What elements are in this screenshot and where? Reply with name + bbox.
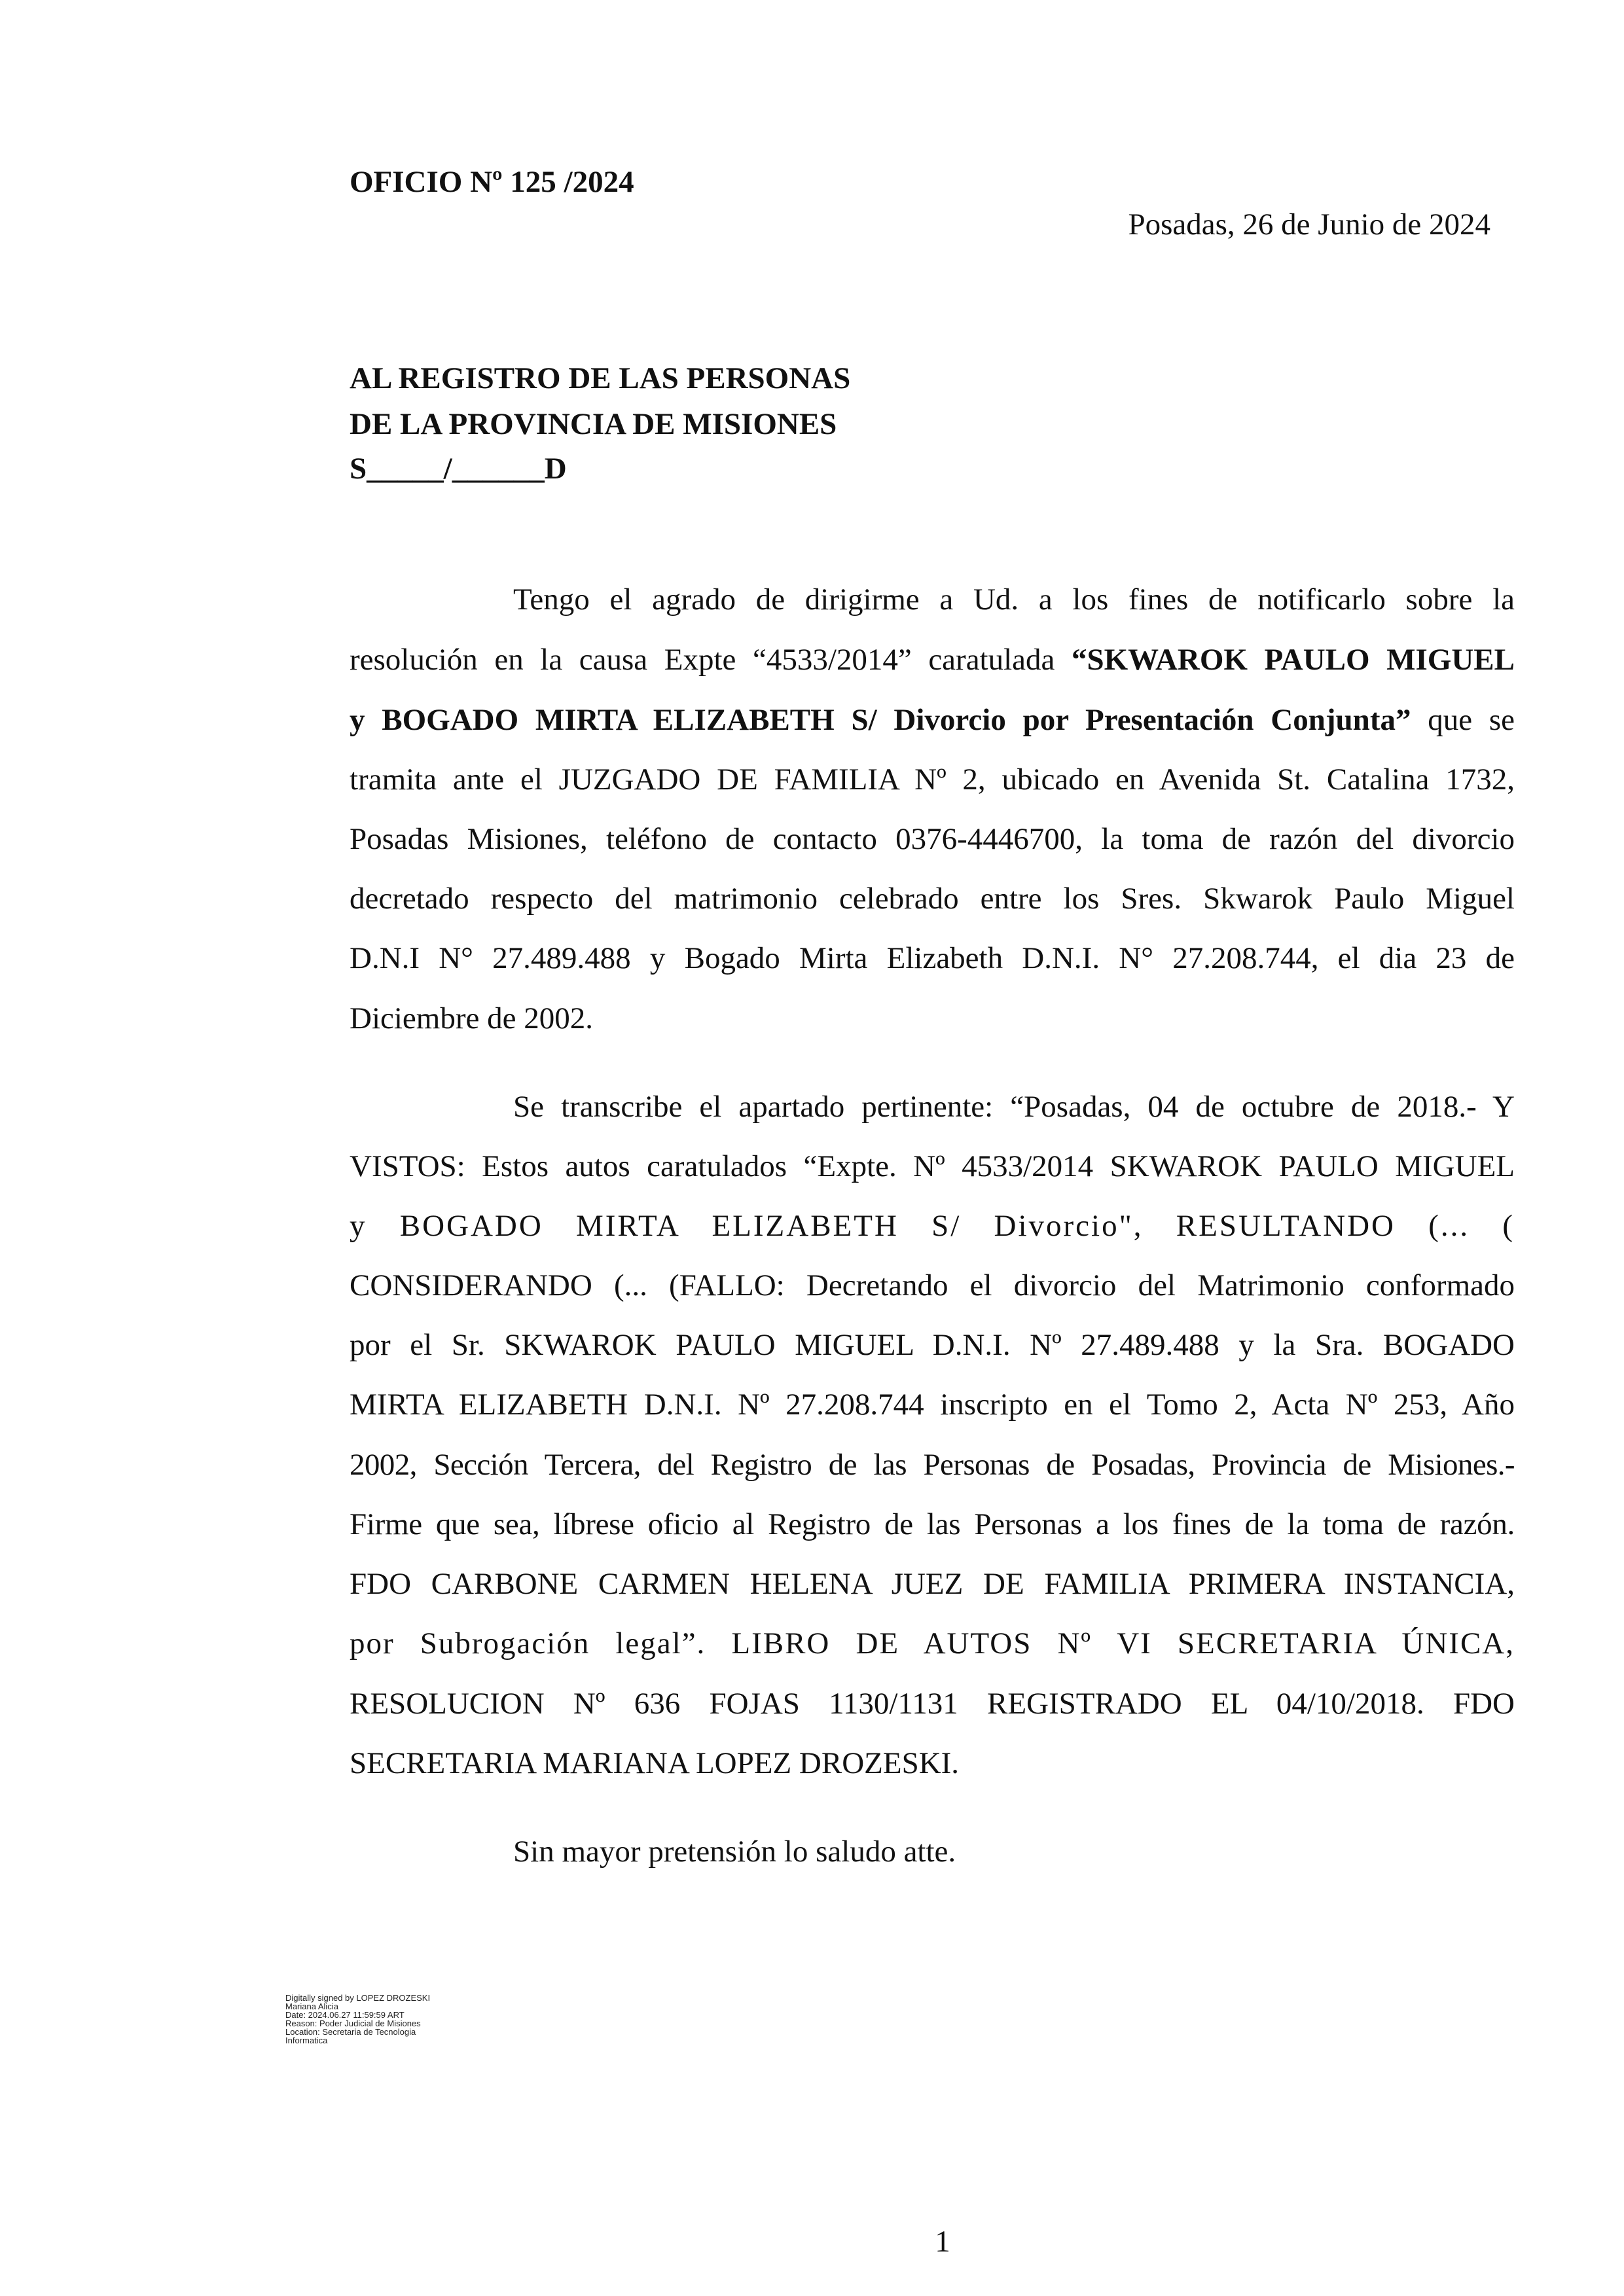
page-number: 1 — [935, 2225, 950, 2259]
document-date: Posadas, 26 de Junio de 2024 — [1128, 207, 1490, 242]
signature-line: Location: Secretaria de Tecnologia — [285, 2027, 416, 2037]
paragraph-2-line: FDO CARBONE CARMEN HELENA JUEZ DE FAMILIA PRIMERA INSTANCIA, — [350, 1567, 1515, 1601]
paragraph-2-line: y BOGADO MIRTA ELIZABETH S/ Divorcio", RESULTANDO (... ( — [350, 1209, 1515, 1243]
paragraph-2-line: Firme que sea, líbrese oficio al Registro de las Personas a los fines de la toma de razón. — [350, 1507, 1515, 1541]
paragraph-2-line: por el Sr. SKWAROK PAULO MIGUEL D.N.I. Nº 27.489.488 y la Sra. BOGADO — [350, 1328, 1515, 1362]
closing-line: Sin mayor pretensión lo saludo atte. — [513, 1835, 956, 1869]
oficio-number: OFICIO Nº 125 /2024 — [350, 165, 634, 199]
paragraph-2-line: MIRTA ELIZABETH D.N.I. Nº 27.208.744 inscripto en el Tomo 2, Acta Nº 253, Año — [350, 1388, 1515, 1422]
paragraph-2-line: SECRETARIA MARIANA LOPEZ DROZESKI. — [350, 1746, 960, 1780]
paragraph-2-line: VISTOS: Estos autos caratulados “Expte. Nº 4533/2014 SKWAROK PAULO MIGUEL — [350, 1149, 1515, 1183]
text-span: resolución en la causa Expte “4533/2014” caratulada — [350, 643, 1072, 677]
digital-signature-stamp — [285, 1994, 495, 2045]
paragraph-2-line: RESOLUCION Nº 636 FOJAS 1130/1131 REGISTRADO EL 04/10/2018. FDO — [350, 1687, 1515, 1721]
paragraph-2-line: CONSIDERANDO (... (FALLO: Decretando el divorcio del Matrimonio conformado — [350, 1268, 1515, 1302]
paragraph-1-line — [350, 645, 1515, 675]
paragraph-1-line: decretado respecto del matrimonio celebrado entre los Sres. Skwarok Paulo Miguel — [350, 882, 1515, 916]
case-title-bold: y BOGADO MIRTA ELIZABETH S/ Divorcio por Presentación Conjunta” — [350, 703, 1411, 737]
signature-line: Reason: Poder Judicial de Misiones — [285, 2018, 421, 2028]
case-title-bold: “SKWAROK PAULO MIGUEL — [1071, 643, 1515, 677]
paragraph-2-line: 2002, Sección Tercera, del Registro de las Personas de Posadas, Provincia de Misiones.- — [350, 1448, 1515, 1482]
paragraph-1-line: Diciembre de 2002. — [350, 1001, 593, 1035]
paragraph-2-line: Se transcribe el apartado pertinente: “Posadas, 04 de octubre de 2018.- Y — [513, 1090, 1515, 1124]
paragraph-1-line: Tengo el agrado de dirigirme a Ud. a los fines de notificarlo sobre la — [513, 583, 1515, 617]
signature-line: Digitally signed by LOPEZ DROZESKI — [285, 1993, 431, 2003]
recipient-line-2: DE LA PROVINCIA DE MISIONES — [350, 407, 837, 441]
signature-line: Informatica — [285, 2036, 328, 2045]
recipient-sd: S_____/______D — [350, 452, 567, 486]
signature-line: Date: 2024.06.27 11:59:59 ART — [285, 2010, 405, 2020]
text-span: que se — [1411, 703, 1515, 737]
recipient-line-1: AL REGISTRO DE LAS PERSONAS — [350, 361, 851, 395]
paragraph-1-line: D.N.I N° 27.489.488 y Bogado Mirta Elizabeth D.N.I. N° 27.208.744, el dia 23 de — [350, 941, 1515, 975]
paragraph-1-line — [350, 705, 1515, 736]
paragraph-2-line: por Subrogación legal”. LIBRO DE AUTOS Nº VI SECRETARIA ÚNICA, — [350, 1626, 1515, 1660]
paragraph-1-line: Posadas Misiones, teléfono de contacto 0376-4446700, la toma de razón del divorcio — [350, 822, 1515, 856]
signature-line: Mariana Alicia — [285, 2001, 338, 2011]
paragraph-1-line: tramita ante el JUZGADO DE FAMILIA Nº 2, ubicado en Avenida St. Catalina 1732, — [350, 762, 1515, 797]
